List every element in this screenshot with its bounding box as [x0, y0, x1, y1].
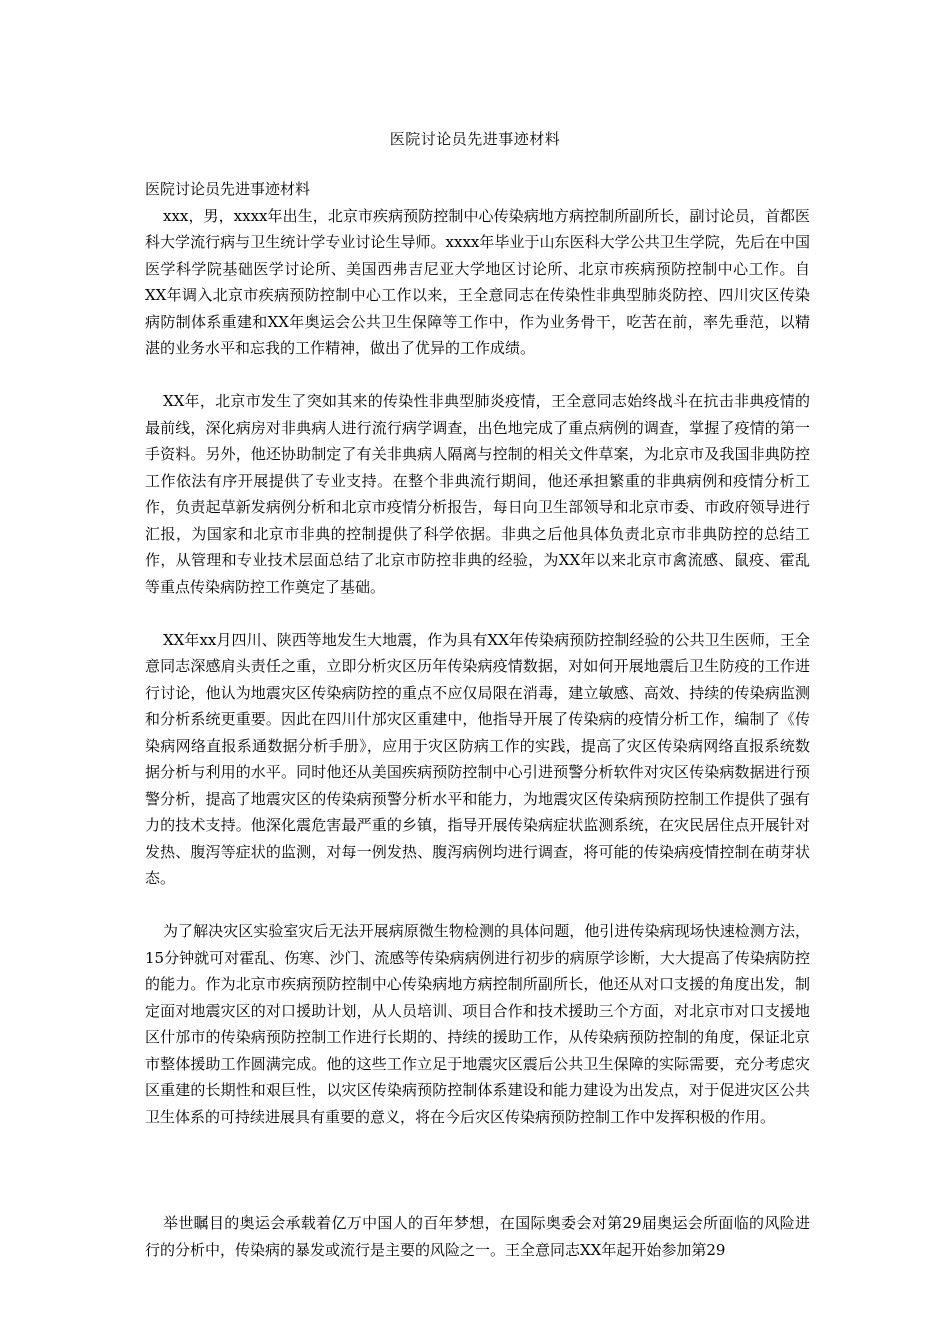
paragraph-gap — [145, 362, 810, 389]
paragraph-earthquake: XX年xx月四川、陕西等地发生大地震，作为具有XX年传染病预防控制经验的公共卫生医师，王全意同志深感肩头责任之重，立即分析灾区历年传染病疫情数据，对如何开展地震后卫生防疫的工作进行讨论，他认为地震灾区传染病防控的重点不应仅局限在消毒，建立敏感、高效、持续的传染病监测和分析系统更重要。因此在四川什邡灾区重建中，他指导开展了传染病的疫情分析工作，编制了《传染病网络直报系通数据分析手册》，应用于灾区防病工作的实践，提高了灾区传染病网络直报系统数据分析与利用的水平。同时他还从美国疾病预防控制中心引进预警分析软件对灾区传染病数据进行预警分析，提高了地震灾区的传染病预警分析水平和能力，为地震灾区传染病预防控制工作提供了强有力的技术支持。他深化震危害最严重的乡镇，指导开展传染病症状监测系统，在灾民居住点开展针对发热、腹泻等症状的监测，对每一例发热、腹泻病例均进行调查，将可能的传染病疫情控制在萌芽状态。 — [145, 630, 810, 887]
paragraph-sars: XX年，北京市发生了突如其来的传染性非典型肺炎疫情，王全意同志始终战斗在抗击非典疫情的最前线，深化病房对非典病人进行流行病学调查，出色地完成了重点病例的调查，掌握了疫情的第一手资料。另外，他还协助制定了有关非典病人隔离与控制的相关文件草案，为北京市及我国非典防控工作依法有序开展提供了专业支持。在整个非典流行期间，他还承担繁重的非典病例和疫情分析工作，负责起草新发病例分析和北京市疫情分析报告，每日向卫生部领导和北京市委、市政府领导进行汇报，为国家和北京市非典的控制提供了科学依据。非典之后他具体负责北京市非典防控的总结工作，从管理和专业技术层面总结了北京市防控非典的经验，为XX年以来北京市禽流感、鼠疫、霍乱等重点传染病防控工作奠定了基础。 — [145, 392, 810, 596]
document-title: 医院讨论员先进事迹材料 — [389, 130, 561, 148]
document-body — [145, 176, 810, 1263]
paragraph-gap-large — [145, 1130, 810, 1210]
paragraph-lab: 为了解决灾区实验室灾后无法开展病原微生物检测的具体问题，他引进传染病现场快速检测方法， 15分钟就可对霍乱、伤寒、沙门、流感等传染病病例进行初步的病原学诊断，大大提高了传染病防控的能力。作为北京市疾病预防控制中心传染病地方病控制所副所长，他还从对口支援的角度出发，制定面对地震灾区的对口援助计划，从人员培训、项目合作和技术援助三个方面，对北京市对口支援地区什邡市的传染病预防控制工作进行长期的、持续的援助工作，从传染病预防控制的角度，保证北京市整体援助工作圆满完成。他的这些工作立足于地震灾区震后公共卫生保障的实际需要，充分考虑灾区重建的长期性和艰巨性，以灾区传染病预防控制体系建设和能力建设为出发点，对于促进灾区公共卫生体系的可持续进展具有重要的意义，将在今后灾区传染病预防控制工作中发挥积极的作用。 — [145, 922, 810, 1126]
paragraph-olympics: 举世瞩目的奥运会承载着亿万中国人的百年梦想，在国际奥委会对第29届奥运会所面临的风险进行的分析中，传染病的暴发或流行是主要的风险之一。王全意同志XX年起开始参加第29 — [145, 1214, 810, 1259]
paragraph-gap — [145, 600, 810, 627]
document-subtitle: 医院讨论员先进事迹材料 — [145, 180, 311, 198]
paragraph-intro: xxx，男，xxxx年出生，北京市疾病预防控制中心传染病地方病控制所副所长，副讨论员，首都医科大学流行病与卫生统计学专业讨论生导师。xxxx年毕业于山东医科大学公共卫生学院，先后在中国医学科学院基础医学讨论所、美国西弗吉尼亚大学地区讨论所、北京市疾病预防控制中心工作。自XX年调入北京市疾病预防控制中心工作以来，王全意同志在传染性非典型肺炎防控、四川灾区传染病防制体系重建和XX年奥运会公共卫生保障等工作中，作为业务骨干，吃苦在前，率先垂范，以精湛的业务水平和忘我的工作精神，做出了优异的工作成绩。 — [145, 206, 810, 357]
paragraph-gap — [145, 892, 810, 919]
